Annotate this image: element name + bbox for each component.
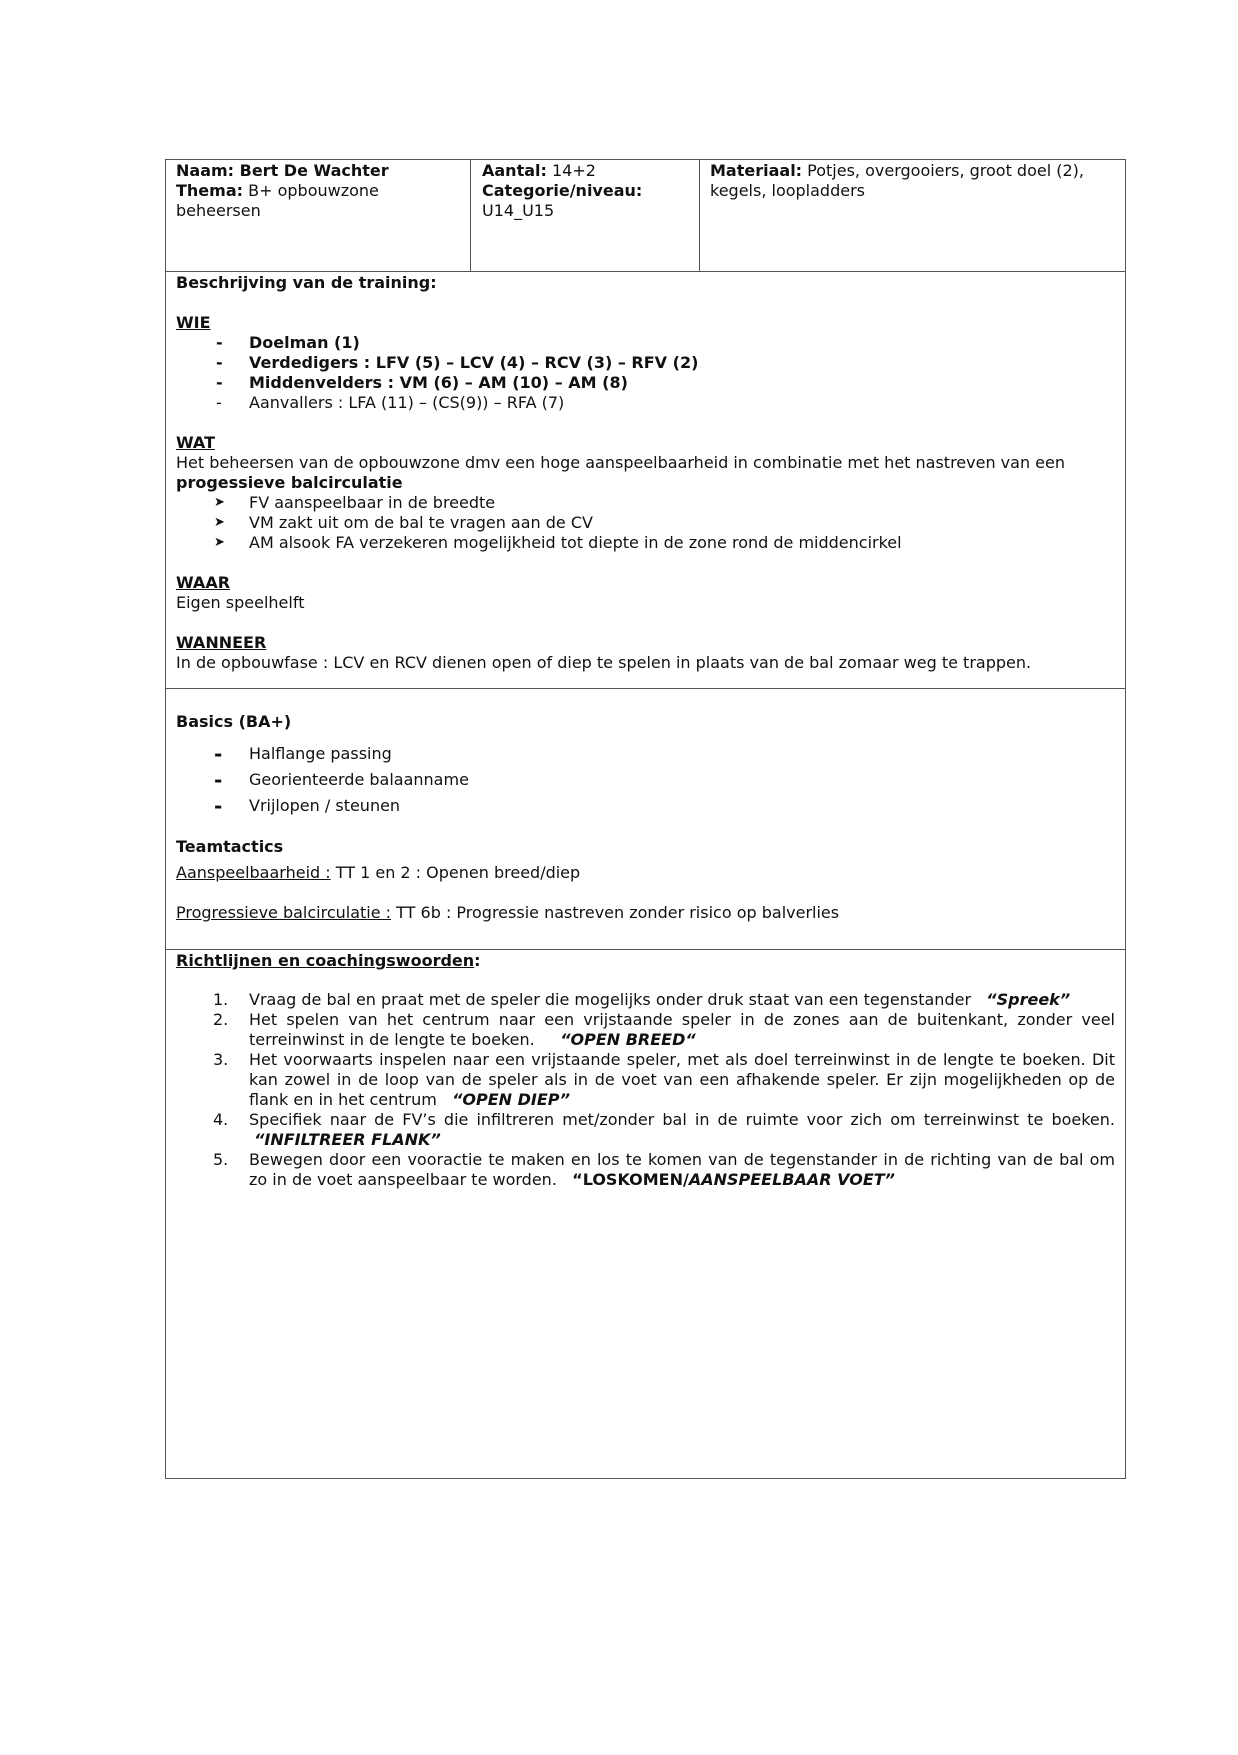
thema [176,181,460,201]
aantal [482,161,689,181]
wie-list [176,333,1115,413]
naam: Naam: Bert De Wachter [176,161,389,180]
arrow-bullet-icon: ➤ [214,495,225,510]
coaching-word: “OPEN BREED“ [560,1030,696,1049]
list-item: - Middenvelders : VM (6) – AM (10) – AM (8) [176,373,1115,393]
list-item: - Georienteerde balaanname [214,768,469,792]
waar-heading: WAAR [176,573,231,592]
teamtactics-title: Teamtactics [176,837,284,856]
header-row [166,160,1125,272]
materiaal-cell [700,160,1125,271]
richtlijnen-title: Richtlijnen en coachingswoorden: [176,951,481,970]
categorie-value: U14_U15 [482,201,555,220]
materiaal-value: Potjes, overgooiers, groot doel (2), [802,161,1084,180]
wat-heading: WAT [176,433,215,452]
wanneer-heading: WANNEER [176,633,267,652]
richtlijnen-list [176,990,1115,1190]
basics-title: Basics (BA+) [176,712,292,731]
richtlijnen-section [166,950,1125,1478]
naam-thema-cell [166,160,471,271]
list-item: - Halflange passing [214,742,392,766]
coaching-word: AANSPEELBAAR VOET” [688,1170,895,1189]
materiaal [710,161,1115,181]
categorie-label: Categorie/niveau: [482,181,643,200]
aantal-cell [471,160,700,271]
list-item: - Vrijlopen / steunen [214,794,401,818]
aantal-label: Aantal: [482,161,547,180]
aanspeelbaarheid-text: TT 1 en 2 : Openen breed/diep [330,863,581,882]
coaching-word: “INFILTREER FLANK” [254,1130,441,1149]
beschrijving-title: Beschrijving van de training: [176,273,437,292]
materiaal-value-2: kegels, loopladders [710,181,865,200]
wat-list [176,493,1115,553]
list-item: 1. Vraag de bal en praat met de speler die mogelijks onder druk staat van een tegenstander “Spreek” [213,990,1071,1009]
progressieve-label: Progressieve balcirculatie : [176,903,392,922]
list-item: 4. Specifiek naar de FV’s die infiltreren met/zonder bal in de ruimte voor zich om terreinwinst te boeken. “INFILTREER FLANK” [213,1110,1115,1149]
arrow-bullet-icon: ➤ [214,515,225,530]
arrow-bullet-icon: ➤ [214,535,225,550]
list-item: - Doelman (1) [176,333,1115,353]
wat-text: Het beheersen van de opbouwzone dmv een hoge aanspeelbaarheid in combinatie met het nastreven van een [176,453,1066,472]
aanspeelbaarheid-label: Aanspeelbaarheid : [176,863,331,882]
basics-section [166,689,1125,950]
basics-list [176,741,1115,819]
thema-value: B+ opbouwzone [243,181,379,200]
aantal-value: 14+2 [546,161,596,180]
wie-heading: WIE [176,313,211,332]
list-item: 2. Het spelen van het centrum naar een vrijstaande speler in de zones aan de buitenkant, zonder veel terreinwinst in de lengte te boeken. “OPEN BREED“ [213,1010,1115,1049]
coaching-word: “OPEN DIEP” [452,1090,571,1109]
aanspeelbaarheid [176,863,1115,883]
beschrijving-section [166,272,1125,689]
list-item: ➤ FV aanspeelbaar in de breedte [214,493,496,512]
list-item: ➤ VM zakt uit om de bal te vragen aan de CV [214,513,593,532]
list-item: 5. Bewegen door een vooractie te maken en los te komen van de tegenstander in de richting van de bal om zo in de voet aanspeelbaar te worden. “LOSKOMEN/AANSPEELBAAR VOET” [213,1150,1115,1189]
training-form [165,159,1126,1479]
list-item: ➤ AM alsook FA verzekeren mogelijkheid tot diepte in de zone rond de middencirkel [214,533,902,552]
list-item: - Verdedigers : LFV (5) – LCV (4) – RCV (3) – RFV (2) [176,353,1115,373]
list-item: 3. Het voorwaarts inspelen naar een vrijstaande speler, met als doel terreinwinst in de lengte te boeken. Dit kan zowel in de loop van de speler als in de voet van een afhakende speler. Er zijn mogelijkheden op de flank en in het centrum “OPEN DIEP” [213,1050,1115,1109]
wanneer-text: In de opbouwfase : LCV en RCV dienen open of diep te spelen in plaats van de bal zomaar weg te trappen. [176,653,1032,672]
thema-value-2: beheersen [176,201,261,220]
progressieve-balcirculatie [176,903,1115,923]
materiaal-label: Materiaal: [710,161,803,180]
coaching-word-bold: “LOSKOMEN/ [572,1170,689,1189]
wat-bold: progessieve balcirculatie [176,473,403,492]
thema-label: Thema: [176,181,244,200]
progressieve-text: TT 6b : Progressie nastreven zonder risico op balverlies [391,903,840,922]
list-item: - Aanvallers : LFA (11) – (CS(9)) – RFA (7) [176,393,1115,413]
coaching-word: “Spreek” [986,990,1071,1009]
waar-text: Eigen speelhelft [176,593,305,612]
